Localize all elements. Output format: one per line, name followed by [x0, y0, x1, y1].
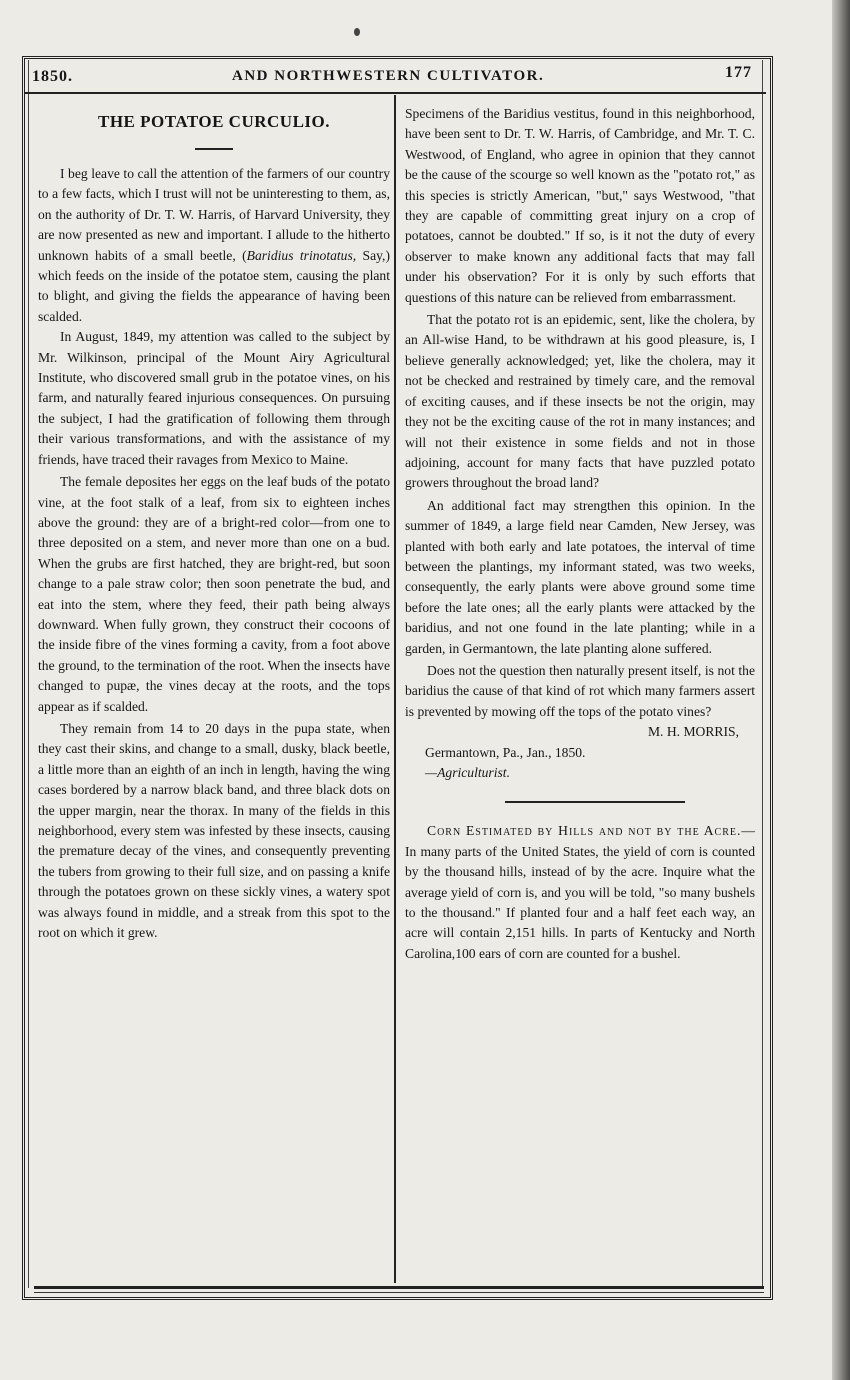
- paragraph-6: That the potato rot is an epidemic, sent, like the cholera, by an All-wise Hand, to be withdrawn at his good pleasure, is, I believe generally acknowledged; yet, like the cholera, may it not be checked and restrained by timely care, and the removal of exciting causes, and if these insects be not the origin, may they not be the exciting cause of the rot in many instances; and will not their existence in some fields and not in those adjoining, account for many facts that have puzzled potato growers throughout the broad land?: [405, 312, 755, 491]
- source-credit: —Agriculturist.: [425, 765, 510, 780]
- paragraph-7: An additional fact may strengthen this opinion. In the summer of 1849, a large field near Camden, New Jersey, was planted with both early and late potatoes, the interval of time between the plantings, my informant stated, was two weeks, consequently, the early plants were above ground some time before the late ones; all the early plants were attacked by the baridius, and not one found in the late planting; while in a garden, in Germantown, the late planting alone suffered.: [405, 497, 755, 656]
- column-divider: [394, 95, 396, 1283]
- paragraph-4: They remain from 14 to 20 days in the pupa state, when they cast their skins, and change to a small, dusky, black beetle, a little more than an eighth of an inch in length, having the wing cases bordered by a narrow black band, and three black dots on the upper margin, near the thorax. In many of the fields in this neighborhood, every stem was infested by these insects, causing the premature decay of the vines, and consequently preventing the tubers from growing to their full size, and on passing a knife through the potatoes grown on these sickly vines, a watery spot was always found in middle, and a streak from this spot to the root on which it grew.: [38, 720, 390, 941]
- page-binding-shadow: [832, 0, 850, 1380]
- place-date: Germantown, Pa., Jan., 1850.: [425, 744, 586, 760]
- species-name: Baridius trinotatus,: [246, 247, 357, 263]
- paragraph-8: Does not the question then naturally present itself, is not the baridius the cause of that kind of rot which many farmers assert is prevented by mowing off the tops of the potato vines?: [405, 662, 755, 719]
- running-header: [32, 64, 752, 90]
- header-rule: [24, 92, 766, 94]
- paragraph-5: Specimens of the Baridius vestitus, found in this neighborhood, have been sent to Dr. T. W. Harris, of Cambridge, and Mr. T. C. Westwood, of England, who agree in opinion that they cannot be the cause of the scourge so well known as the "potato rot," as this species is strictly American, "but," says Westwood, "that they are capable of committing great injury on a crop of potatoes, cannot be doubted." If so, is it not the duty of every observer to make known any additional facts that may fall under his observation? For it is only by such efforts that questions of this nature can be relieved from embarrassment.: [405, 106, 755, 305]
- paragraph-2: In August, 1849, my attention was called to the subject by Mr. Wilkinson, principal of the Mount Airy Agricultural Institute, who discovered small grub in the potatoe vines, on his farm, and naturally feared injurious consequences. On pursuing the subject, I had the gratification of following them through their various transformations, and with the assistance of my friends, have traced their ravages from Mexico to Maine.: [38, 329, 390, 467]
- article-title: THE POTATOE CURCULIO.: [97, 112, 330, 131]
- page-number: 177: [725, 64, 752, 81]
- title-rule: [195, 148, 233, 150]
- corn-article-title: Corn Estimated by Hills and not by the Acre.: [427, 823, 742, 839]
- ink-spot: [354, 28, 360, 36]
- header-title: AND NORTHWESTERN CULTIVATOR.: [232, 68, 545, 84]
- border-inner-right: [762, 60, 763, 1288]
- footer-rule-thin: [34, 1292, 764, 1293]
- right-column: [405, 104, 755, 964]
- paragraph-1: I beg leave to call the attention of the farmers of our country to a few facts, which I trust will not be uninteresting to them, as, on the authority of Dr. T. W. Harris, of Harvard University, they are now presented as new and important. I allude to the hitherto unknown habits of a small beetle, (Baridius trinotatus, Say,) which feeds on the inside of the potatoe stem, causing the plant to blight, and giving the fields the appearance of having been scalded.: [38, 166, 390, 324]
- header-year: 1850.: [32, 68, 73, 85]
- footer-rule-thick: [34, 1286, 764, 1289]
- corn-article: [405, 821, 755, 964]
- article-separator: [505, 801, 685, 803]
- left-column: [38, 110, 390, 943]
- corn-article-body: —In many parts of the United States, the yield of corn is counted by the thousand hills, instead of by the acre. Inquire what the average yield of corn is, and you will be told, "so many bushels to the thousand." If planted four and a half feet each way, an acre will contain 2,151 hills. In parts of Kentucky and North Carolina,100 ears of corn are counted for a bushel.: [405, 823, 755, 961]
- author-signature: M. H. MORRIS,: [647, 724, 739, 740]
- paragraph-3: The female deposites her eggs on the leaf buds of the potato vine, at the foot stalk of a leaf, from six to eighteen inches above the ground: they are of a bright-red color—from one to three deposited on a stem, and never more than one on a bud. When the grubs are first hatched, they are bright-red, but soon change to a pale straw color; then soon penetrate the bud, and eat into the stem, where they feed, their path being always downward. When fully grown, they construct their cocoons of the inside fibre of the vines forming a cavity, from a foot above the ground, to the termination of the root. When the insects have changed to pupæ, the vines decay at the roots, and the tops appear as if scalded.: [38, 474, 390, 714]
- border-inner-left: [28, 60, 29, 1288]
